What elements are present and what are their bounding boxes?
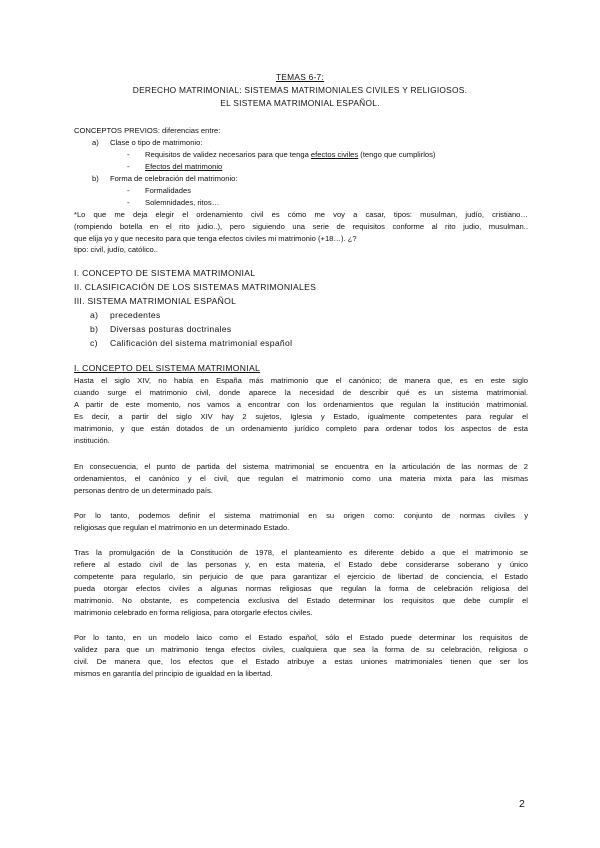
outline-a-label: a): [90, 310, 99, 320]
main-heading-line2: EL SISTEMA MATRIMONIAL ESPAÑOL.: [220, 98, 380, 108]
paragraph-line: matrimonio. No obstante, es competencia exclusiva del Estado determinar los requisitos que debe cumplir el: [74, 596, 528, 605]
previos-b-label: b): [92, 174, 99, 183]
outline-item-ii: II. CLASIFICACIÓN DE LOS SISTEMAS MATRIMONIALES: [74, 282, 317, 292]
paragraph-line: religiosas que regulan el matrimonio en un determinado Estado.: [74, 523, 290, 532]
outline-a: precedentes: [110, 310, 161, 320]
paragraph-line: validez para que un matrimonio tenga efectos civiles, cualquiera que sea la forma de su celebración, religiosa o: [74, 645, 528, 654]
paragraph-line: cuando surge el matrimonio civil, donde aparece la necesidad de describir qué es un sistema matrimonial.: [74, 388, 528, 397]
paragraph-line: Es decir, a partir del siglo XIV hay 2 sujetos, Iglesia y Estado, igualmente competentes para regular el: [74, 412, 528, 421]
previos-b-sub2: Solemnidades, ritos…: [145, 198, 220, 207]
previos-note-line: tipo: civil, judío, católico..: [74, 245, 158, 254]
previos-note-line: (rompiendo botella en el rito judio..), pero siguiendo una serie de requisitos conforme al rito judio, musulman..: [74, 222, 528, 231]
efectos-civiles-underlined: efectos civiles: [310, 150, 359, 159]
paragraph-line: En consecuencia, el punto de partida del sistema matrimonial se encuentra en la articulación de las normas de 2: [74, 462, 528, 471]
previos-a-sub1: Requisitos de validez necesarios para que tenga efectos civiles (tengo que cumplirlos): [145, 150, 436, 159]
outline-item-i: I. CONCEPTO DE SISTEMA MATRIMONIAL: [74, 268, 256, 278]
dash-bullet: -: [127, 162, 130, 171]
paragraph-line: matrimonio celebrado en forma religiosa, para otorgarle efectos civiles.: [74, 608, 313, 617]
paragraph-line: ordenamientos, el canónico y el civil, que regulan el matrimonio como una materia mixta para las mismas: [74, 474, 528, 483]
paragraph-line: competente para regularlo, sin perjuicio de que para garantizar el ejercicio de libertad de conciencia, el Estado: [74, 572, 528, 581]
previos-intro: CONCEPTOS PREVIOS: diferencias entre:: [74, 126, 221, 135]
paragraph-line: institución.: [74, 436, 110, 445]
outline-b-label: b): [90, 324, 99, 334]
previos-b-sub1: Formalidades: [145, 186, 192, 195]
previos-b-text: Forma de celebración del matrimonio:: [110, 174, 238, 183]
paragraph-line: Tras la promulgación de la Constitución de 1978, el planteamiento es diferente debido a que el matrimonio se: [74, 548, 528, 557]
paragraph-line: refiere al estado civil de las personas y, en esta materia, el Estado debe considerarse soberano y único: [74, 560, 528, 569]
topic-title: TEMAS 6-7:: [275, 72, 325, 82]
outline-b: Diversas posturas doctrinales: [110, 324, 232, 334]
outline-item-iii: III. SISTEMA MATRIMONIAL ESPAÑOL: [74, 296, 237, 306]
outline-c-label: c): [90, 338, 98, 348]
previos-note-line: *Lo que me deja elegir el ordenamiento civil es cómo me voy a casar, tipos: musulman, judío, cristiano…: [74, 210, 528, 219]
previos-a-label: a): [92, 138, 99, 147]
page-number: 2: [519, 798, 525, 810]
paragraph-line: matrimonio, y que están dotados de un ordenamiento jurídico completo para ordenar todos los aspectos de esta: [74, 424, 528, 433]
section-heading: I. CONCEPTO DEL SISTEMA MATRIMONIAL: [74, 363, 261, 373]
paragraph-line: personas dentro de un determinado país.: [74, 486, 213, 495]
previos-note-line: que elija yo y que necesito para que tenga efectos civiles mi matrimonio (+18…). ¿?: [74, 234, 357, 243]
dash-bullet: -: [127, 186, 130, 195]
outline-c: Calificación del sistema matrimonial español: [110, 338, 293, 348]
paragraph-line: mismos en garantía del principio de igualdad en la libertad.: [74, 669, 273, 678]
paragraph-line: Hasta el siglo XIV, no había en España más matrimonio que el canónico; de manera que, es en este siglo: [74, 376, 528, 385]
main-heading-line1: DERECHO MATRIMONIAL: SISTEMAS MATRIMONIALES CIVILES Y RELIGIOSOS.: [132, 85, 468, 95]
paragraph-line: A partir de este momento, nos vamos a encontrar con los ordenamientos que regulan la institución matrimonial.: [74, 400, 528, 409]
previos-a-text: Clase o tipo de matrimonio:: [110, 138, 203, 147]
paragraph-line: civil. De manera que, los efectos que el Estado atribuye a estas uniones matrimoniales tienen que ser los: [74, 657, 528, 666]
dash-bullet: -: [127, 150, 130, 159]
previos-a-sub2: Efectos del matrimonio: [145, 162, 223, 171]
paragraph-line: Por lo tanto, podemos definir el sistema matrimonial en su origen como: conjunto de normas civiles y: [74, 511, 528, 520]
paragraph-line: Por lo tanto, en un modelo laico como el Estado español, sólo el Estado puede determinar los requisitos de: [74, 633, 528, 642]
dash-bullet: -: [127, 198, 130, 207]
paragraph-line: pueda otorgar efectos civiles a algunas normas religiosas que regulan la forma de celebración religiosa del: [74, 584, 528, 593]
